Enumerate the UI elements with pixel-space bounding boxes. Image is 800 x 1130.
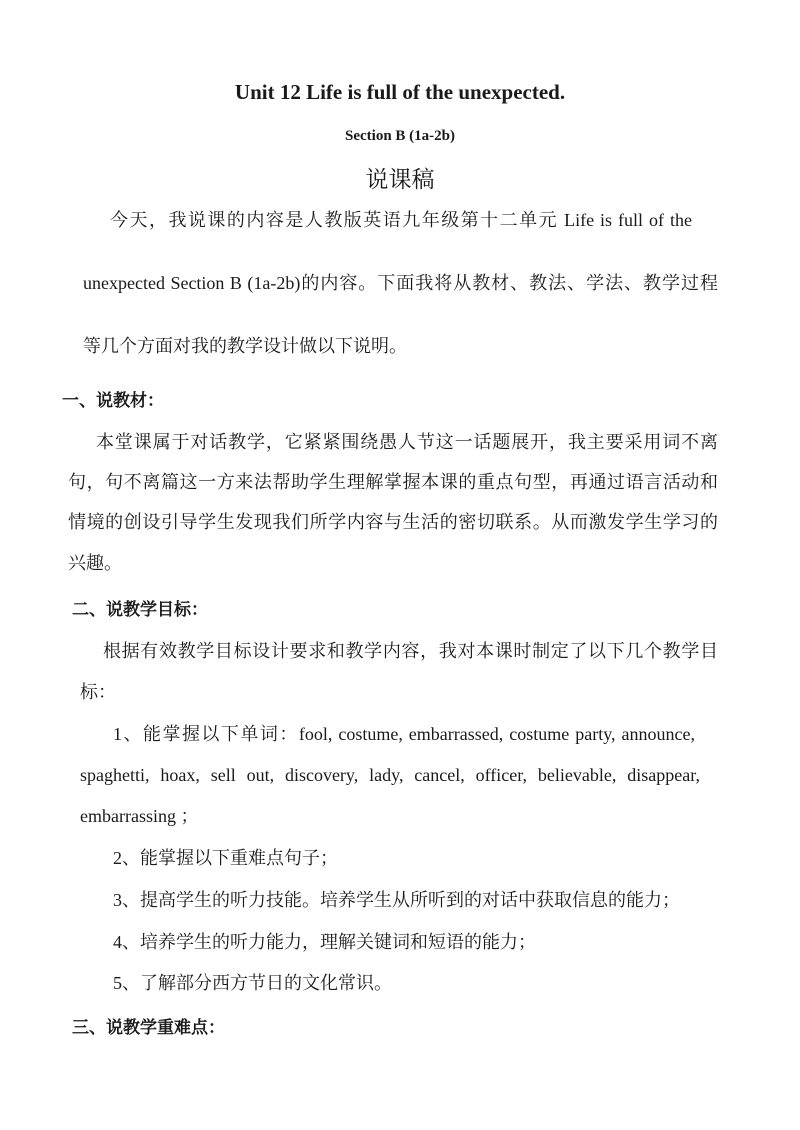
document-subtitle: Section B (1a-2b) xyxy=(345,128,455,144)
section-1-heading: 一、说教材： xyxy=(62,391,164,411)
section-3-heading: 三、说教学重难点： xyxy=(72,1018,225,1038)
intro-line-2: unexpected Section B (1a-2b)的内容。下面我将从教材、教法、学法、教学过程 xyxy=(83,273,718,293)
section-1-line-2: 句，句不离篇这一方来法帮助学生理解掌握本课的重点句型，再通过语言活动和 xyxy=(68,472,718,492)
document-title: Unit 12 Life is full of the unexpected. xyxy=(234,80,566,104)
section-2-intro-line-1: 根据有效教学目标设计要求和教学内容，我对本课时制定了以下几个教学目 xyxy=(103,641,718,661)
goal-4: 4、培养学生的听力能力，理解关键词和短语的能力； xyxy=(113,932,536,952)
goal-1-line-2: spaghetti, hoax, sell out, discovery, lady, cancel, officer, believable, disappear, xyxy=(80,765,700,785)
intro-line-3: 等几个方面对我的教学设计做以下说明。 xyxy=(83,336,407,356)
section-2-intro-line-2: 标： xyxy=(80,682,116,702)
goal-1-line-1: 1、能掌握以下单词：fool, costume, embarrassed, costume party, announce, xyxy=(113,724,695,744)
section-1-line-3: 情境的创设引导学生发现我们所学内容与生活的密切联系。从而激发学生学习的 xyxy=(68,512,718,532)
document-heading: 说课稿 xyxy=(365,167,435,192)
section-1-line-4: 兴趣。 xyxy=(68,553,122,573)
goal-3: 3、提高学生的听力技能。培养学生从所听到的对话中获取信息的能力； xyxy=(113,890,680,910)
goal-5: 5、了解部分西方节日的文化常识。 xyxy=(113,973,392,993)
goal-2: 2、能掌握以下重难点句子； xyxy=(113,848,338,868)
section-1-line-1: 本堂课属于对话教学，它紧紧围绕愚人节这一话题展开，我主要采用词不离 xyxy=(96,432,718,452)
intro-line-1: 今天，我说课的内容是人教版英语九年级第十二单元 Life is full of the xyxy=(110,210,692,230)
section-2-heading: 二、说教学目标： xyxy=(72,600,208,620)
goal-1-line-3: embarrassing ； xyxy=(80,806,199,826)
